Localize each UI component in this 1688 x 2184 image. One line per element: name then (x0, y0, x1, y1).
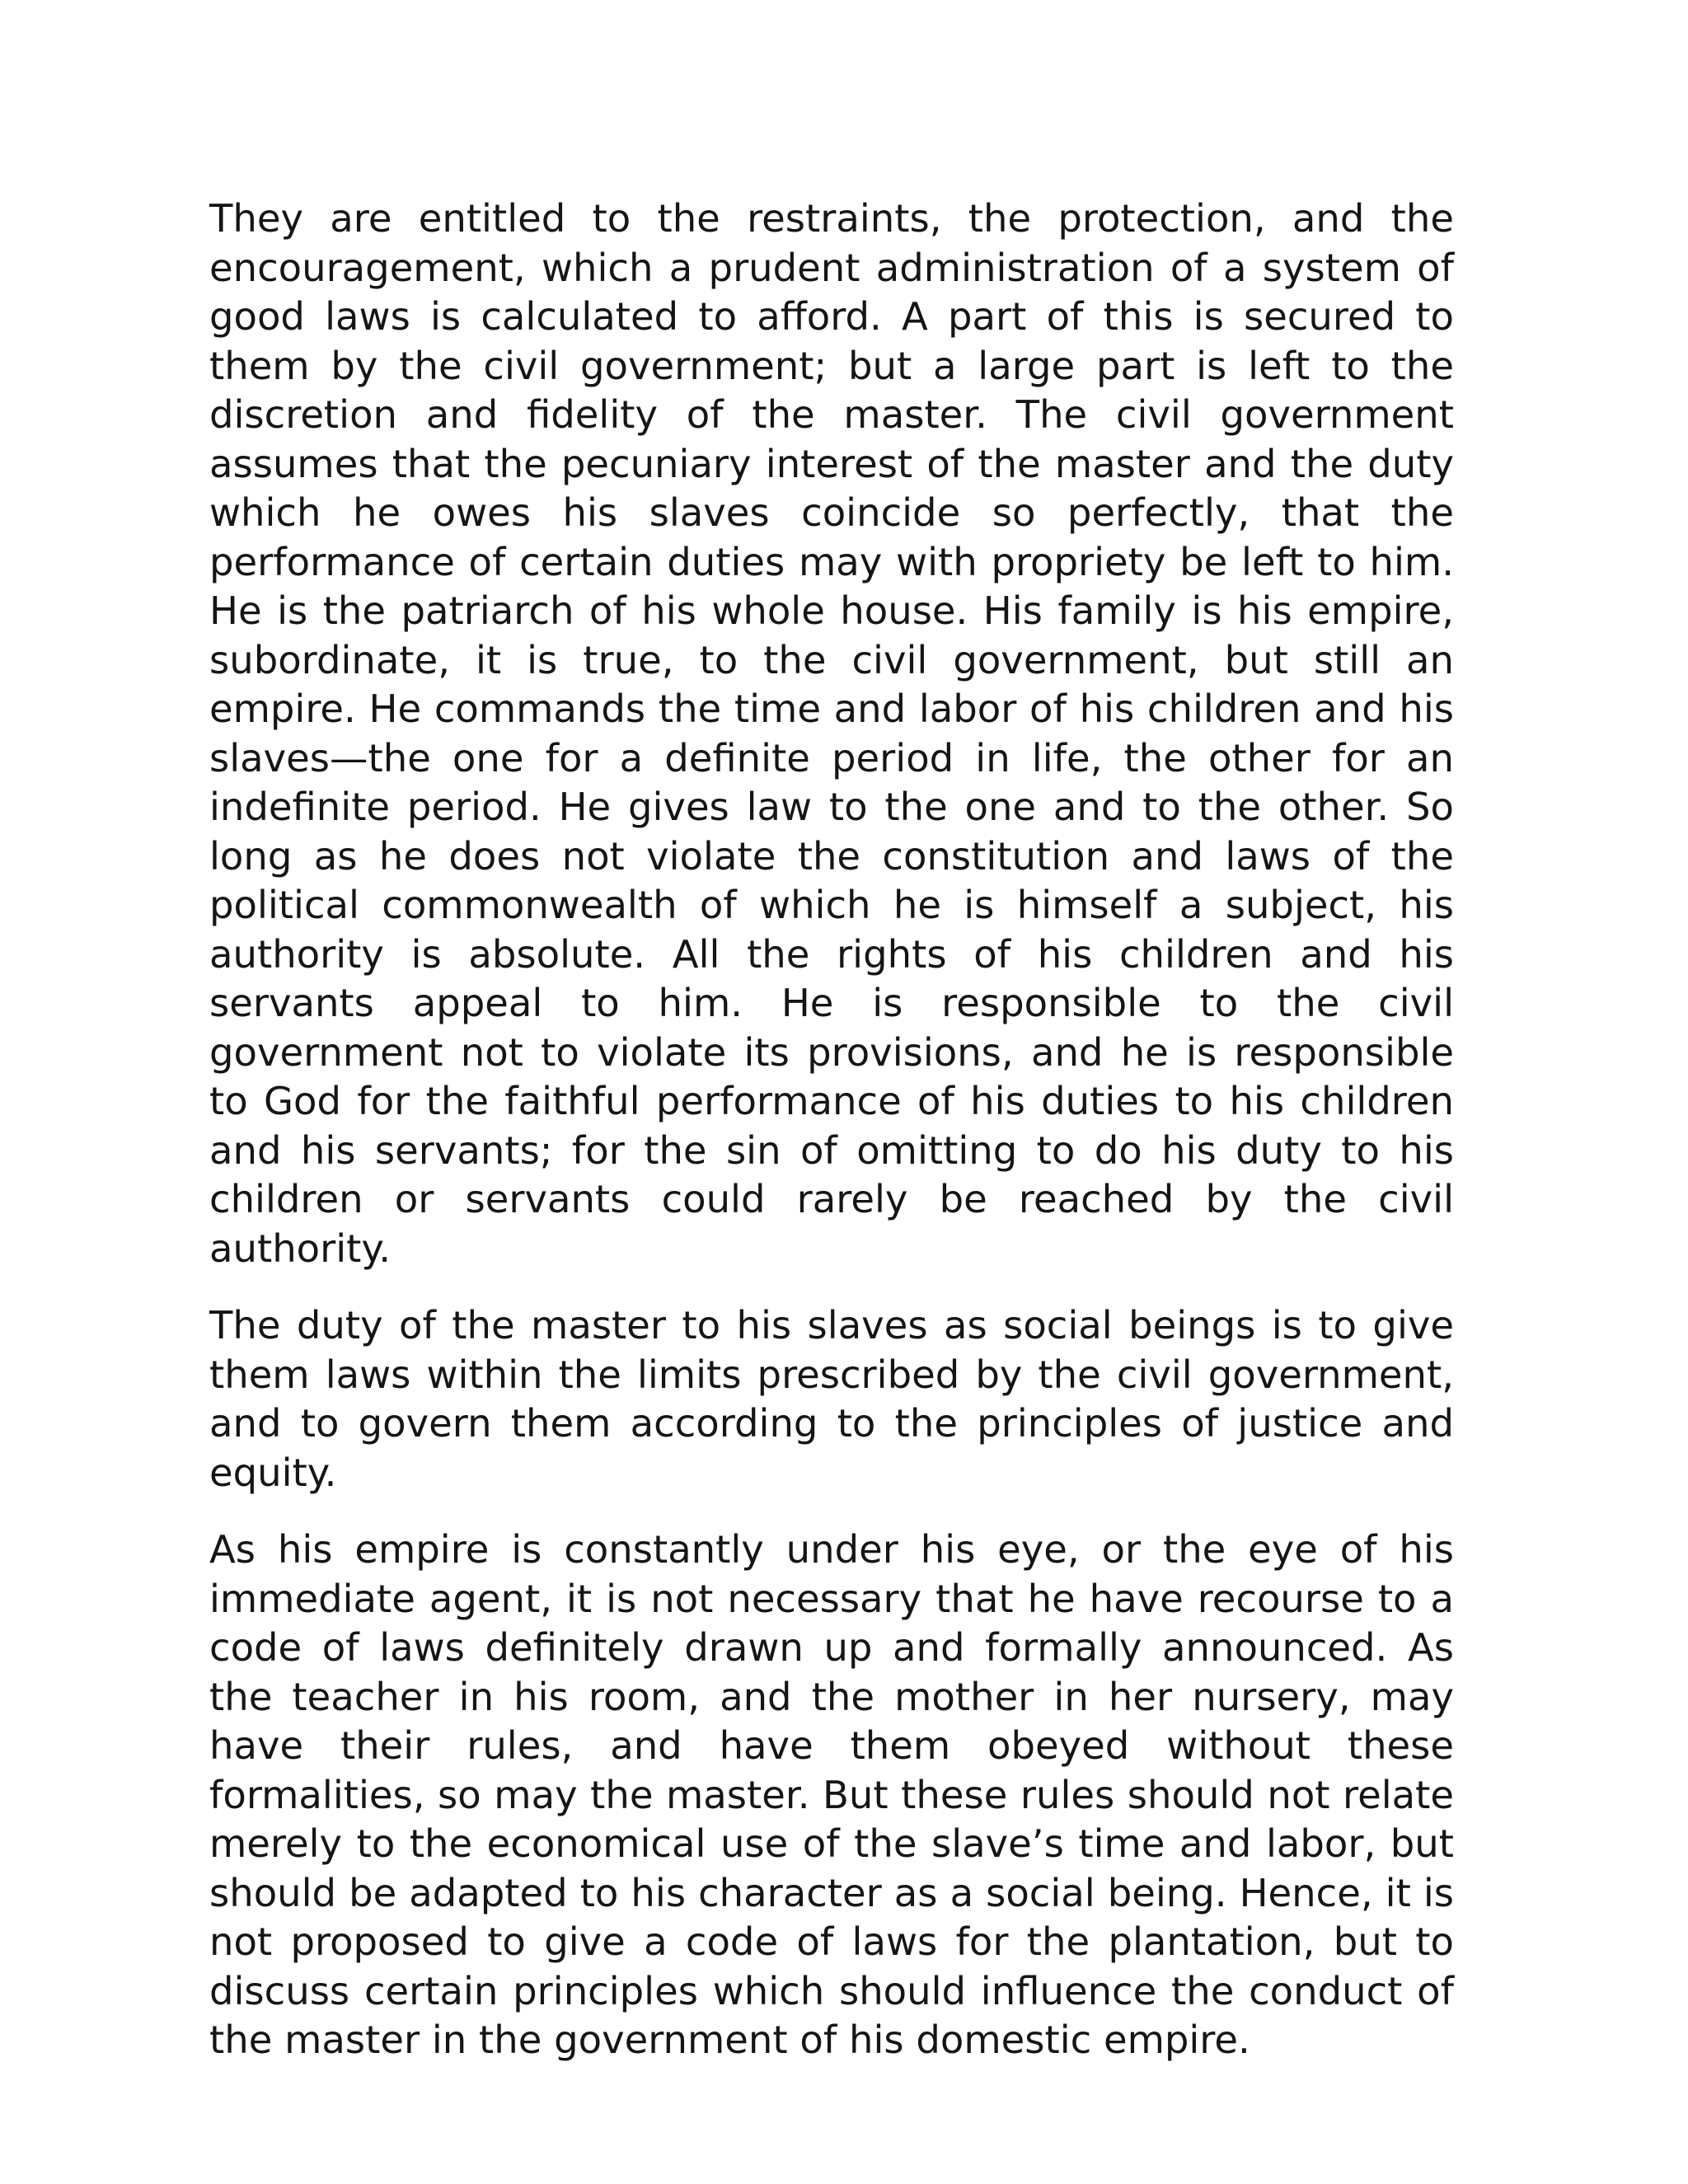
paragraph-1: They are entitled to the restraints, the protection, and the encouragement, which a prudent administration of a system of good laws is calculated to afford. A part of this is secured to them by the civil government; but a large part is left to the discretion and fidelity of the master. The civil government assumes that the pecuniary interest of the master and the duty which he owes his slaves coincide so perfectly, that the performance of certain duties may with propriety be left to him. He is the patriarch of his whole house. His family is his empire, subordinate, it is true, to the civil government, but still an empire. He commands the time and labor of his children and his slaves—the one for a definite period in life, the other for an indefinite period. He gives law to the one and to the other. So long as he does not violate the constitution and laws of the political commonwealth of which he is himself a subject, his authority is absolute. All the rights of his children and his servants appeal to him. He is responsible to the civil government not to violate its provisions, and he is responsible to God for the faithful performance of his duties to his children and his servants; for the sin of omitting to do his duty to his children or servants could rarely be reached by the civil authority. (209, 196, 1454, 1271)
body-text (209, 194, 1454, 2065)
paragraph-2: The duty of the master to his slaves as social beings is to give them laws within the limits prescribed by the civil government, and to govern them according to the principles of justice and equity. (209, 1303, 1454, 1495)
paragraph-3: As his empire is constantly under his eye, or the eye of his immediate agent, it is not necessary that he have recourse to a code of laws definitely drawn up and formally announced. As the teacher in his room, and the mother in her nursery, may have their rules, and have them obeyed without these formalities, so may the master. But these rules should not relate merely to the economical use of the slave’s time and labor, but should be adapted to his character as a social being. Hence, it is not proposed to give a code of laws for the plantation, but to discuss certain principles which should influence the conduct of the master in the government of his domestic empire. (209, 1527, 1454, 2062)
